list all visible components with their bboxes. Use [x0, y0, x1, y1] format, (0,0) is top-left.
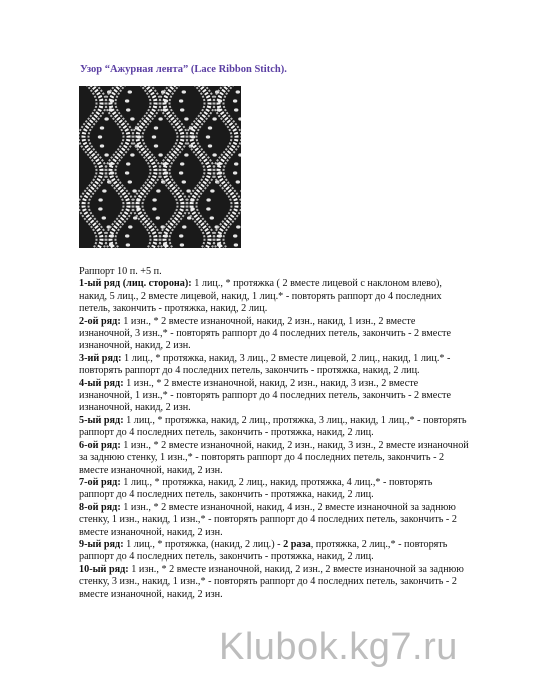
row-7: [79, 477, 469, 502]
row-1: [79, 278, 469, 315]
pattern-title: Узор “Ажурная лента” (Lace Ribbon Stitch).: [80, 64, 287, 75]
row-text: 1 изн., * 2 вместе изнаночной, накид, 2 изн., накид, 1 изн., 2 вместе изнаночной, 3 изн.,* - повторять раппорт до 4 последних петель, закончить - 2 вместе изнаночной, накид, 2 изн.: [79, 315, 451, 352]
row-emphasis: 2 раза: [283, 538, 311, 550]
row-label: 9-ый ряд:: [79, 538, 124, 550]
row-label: 2-ой ряд:: [79, 315, 121, 327]
row-6: [79, 440, 469, 477]
row-text: 1 лиц., * протяжка, накид, 2 лиц., накид, протяжка, 4 лиц.,* - повторять раппорт до 4 последних петель, закончить - протяжка, накид, 2 лиц.: [79, 476, 433, 501]
row-label: 6-ой ряд:: [79, 439, 121, 451]
row-label: 5-ый ряд:: [79, 414, 124, 426]
repeat-line: Раппорт 10 п. +5 п.: [79, 266, 162, 277]
row-text-cont: , протяжка, 2 лиц.,* - повторять раппорт до 4 последних петель, закончить - протяжка, накид, 2 лиц.: [79, 538, 448, 563]
row-text: 1 лиц., * протяжка ( 2 вместе лицевой с наклоном влево), накид, 5 лиц., 2 вместе лицевой, накид, 1 лиц.* - повторять раппорт до 4 последних петель, закончить - протяжка, накид, 2 лиц.: [79, 278, 442, 315]
row-text: 1 изн., * 2 вместе изнаночной, накид, 4 изн., 2 вместе изнаночной за заднюю стенку, 1 изн., накид, 1 изн.,* - повторять раппорт до 4 последних петель, закончить - 2 вместе изнаночной, накид, 2 изн.: [79, 501, 457, 538]
row-5: [79, 415, 469, 440]
row-label: 1-ый ряд (лиц. сторона):: [79, 278, 192, 290]
row-text: 1 лиц., * протяжка, (накид, 2 лиц.) -: [123, 538, 284, 550]
row-9: [79, 539, 469, 564]
row-text: 1 лиц., * протяжка, накид, 2 лиц., протяжка, 3 лиц., накид, 1 лиц.,* - повторять раппорт до 4 последних петель, закончить - протяжка, накид, 2 лиц.: [79, 414, 467, 439]
row-text: 1 изн., * 2 вместе изнаночной, накид, 2 изн., накид, 3 изн., 2 вместе изнаночной, 1 изн.,* - повторять раппорт до 4 последних петель, закончить - 2 вместе изнаночной, накид, 2 изн.: [79, 377, 451, 414]
row-4: [79, 378, 469, 415]
row-8: [79, 502, 469, 539]
row-label: 8-ой ряд:: [79, 501, 121, 513]
row-text: 1 лиц., * протяжка, накид, 3 лиц., 2 вместе лицевой, 2 лиц., накид, 1 лиц.* - повторять раппорт до 4 последних петель, закончить - протяжка, накид, 2 лиц.: [79, 352, 451, 377]
row-label: 3-ий ряд:: [79, 352, 122, 364]
row-3: [79, 353, 469, 378]
row-10: [79, 564, 469, 601]
row-text: 1 изн., * 2 вместе изнаночной, накид, 2 изн., 2 вместе изнаночной за заднюю стенку, 3 изн., накид, 1 изн.,* - повторять раппорт до 4 последних петель, закончить - 2 вместе изнаночной, накид, 2 изн.: [79, 563, 464, 600]
knitting-sample-photo: [79, 86, 241, 248]
row-2: [79, 316, 469, 353]
row-text: 1 изн., * 2 вместе изнаночной, накид, 2 изн., накид, 3 изн., 2 вместе изнаночной за заднюю стенку, 1 изн.,* - повторять раппорт до 4 последних петель, закончить - 2 вместе изнаночной, накид, 2 изн.: [79, 439, 469, 476]
pattern-instructions: [79, 266, 469, 601]
row-label: 7-ой ряд:: [79, 476, 121, 488]
row-label: 10-ый ряд:: [79, 563, 129, 575]
row-label: 4-ый ряд:: [79, 377, 124, 389]
site-watermark: Klubok.kg7.ru: [219, 626, 458, 668]
